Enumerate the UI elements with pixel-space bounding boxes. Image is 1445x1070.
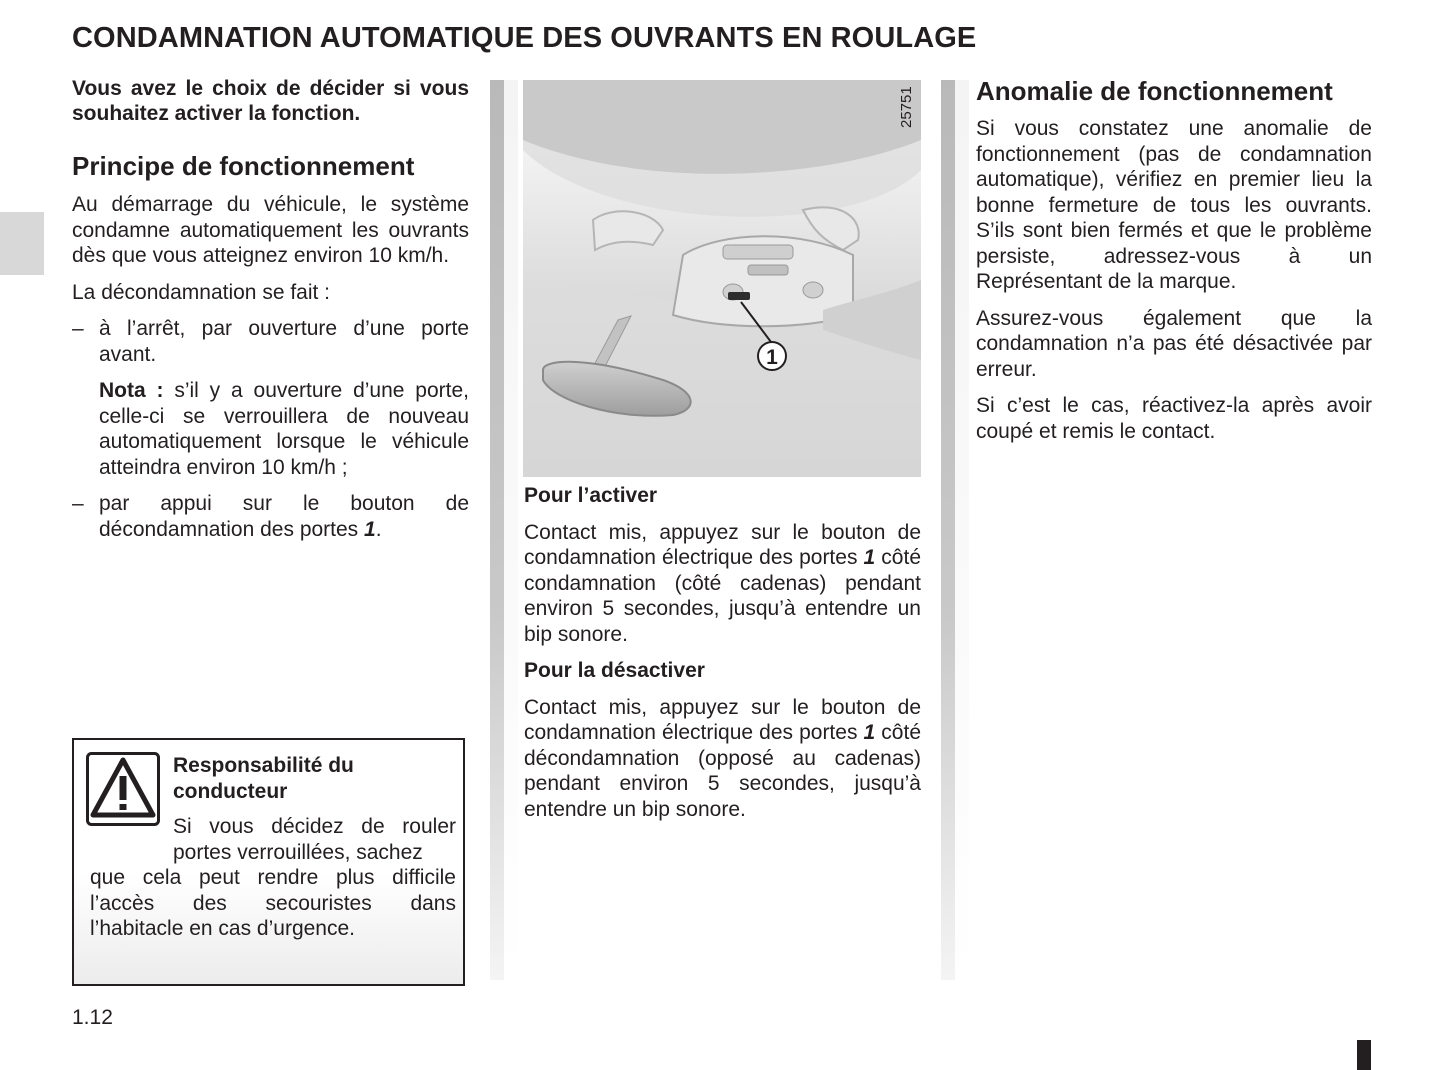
- warning-triangle-icon: [86, 752, 160, 826]
- punctuation: .: [375, 517, 382, 541]
- subheading: Pour la désactiver: [524, 659, 705, 682]
- paragraph-text: Contact mis, appuyez sur le bouton de condamnation électrique des portes: [524, 520, 921, 569]
- intro-text: Vous avez le choix de décider si vous souhaitez activer la fonction.: [72, 77, 469, 125]
- section-heading: Anomalie de fonctionnement: [976, 76, 1333, 106]
- column-separator-fade: [504, 80, 518, 980]
- warning-text: que cela peut rendre plus difficile l’accès des secouristes dans l’habitacle en cas d’urgence.: [90, 866, 456, 940]
- overhead-console-photo: [523, 80, 921, 477]
- left-column: [72, 76, 469, 542]
- callout-number: 1: [766, 346, 778, 369]
- nota-text: s’il y a ouverture d’une porte, celle-ci se verrouillera de nouveau automatiquement lorsque le véhicule atteindra environ 10 km/h ;: [99, 379, 469, 479]
- paragraph-text: Contact mis, appuyez sur le bouton de condamnation électrique des portes: [524, 695, 921, 744]
- page-title: CONDAMNATION AUTOMATIQUE DES OUVRANTS EN ROULAGE: [72, 22, 977, 54]
- column-separator: [941, 80, 955, 980]
- figure-code: 25751: [898, 86, 915, 128]
- paragraph-text: côté condamnation (côté cadenas) pendant environ 5 secondes, jusqu’à entendre un bip sonore.: [524, 546, 921, 646]
- paragraph: La décondamnation se fait :: [72, 280, 331, 304]
- right-column: [976, 76, 1372, 444]
- column-separator-fade: [955, 80, 969, 980]
- page-edge-marker: [1357, 1040, 1371, 1070]
- section-heading: Principe de fonctionnement: [72, 151, 415, 181]
- warning-text: Si vous décidez de rouler portes verrouillées, sachez: [173, 815, 456, 864]
- paragraph: Si vous constatez une anomalie de fonctionnement (pas de condamnation automatique), vérifiez en premier lieu la bonne fermeture de tous les ouvrants. S’ils sont bien fermés et que le problème persiste, adressez-vous à un Représentant de la marque.: [976, 117, 1372, 293]
- reference-number: 1: [863, 546, 876, 569]
- nota-label: Nota :: [99, 379, 164, 402]
- nota-paragraph: [72, 378, 469, 480]
- middle-column: [524, 483, 921, 822]
- column-separator: [490, 80, 504, 980]
- reference-number: 1: [364, 517, 376, 541]
- list-item: [72, 491, 469, 542]
- paragraph: Assurez-vous également que la condamnation n’a pas été désactivée par erreur.: [976, 306, 1372, 381]
- paragraph: Au démarrage du véhicule, le système condamne automatiquement les ouvrants dès que vous atteignez environ 10 km/h.: [72, 193, 469, 267]
- paragraph: [524, 520, 921, 648]
- warning-box: [72, 738, 465, 986]
- page-number: 1.12: [72, 1006, 113, 1029]
- paragraph: Si c’est le cas, réactivez-la après avoir coupé et remis le contact.: [976, 394, 1372, 443]
- subheading: Pour l’activer: [524, 484, 658, 507]
- reference-number: 1: [863, 721, 876, 744]
- warning-title: Responsabilité du conducteur: [173, 754, 354, 803]
- list-item: – à l’arrêt, par ouverture d’une porte avant.: [72, 316, 469, 367]
- list-item-text: par appui sur le bouton de décondamnation des portes: [99, 492, 469, 541]
- chapter-tab: [0, 212, 44, 275]
- paragraph-text: côté décondamnation (opposé au cadenas) pendant environ 5 secondes, jusqu’à entendre un bip sonore.: [524, 721, 921, 821]
- paragraph: [524, 695, 921, 823]
